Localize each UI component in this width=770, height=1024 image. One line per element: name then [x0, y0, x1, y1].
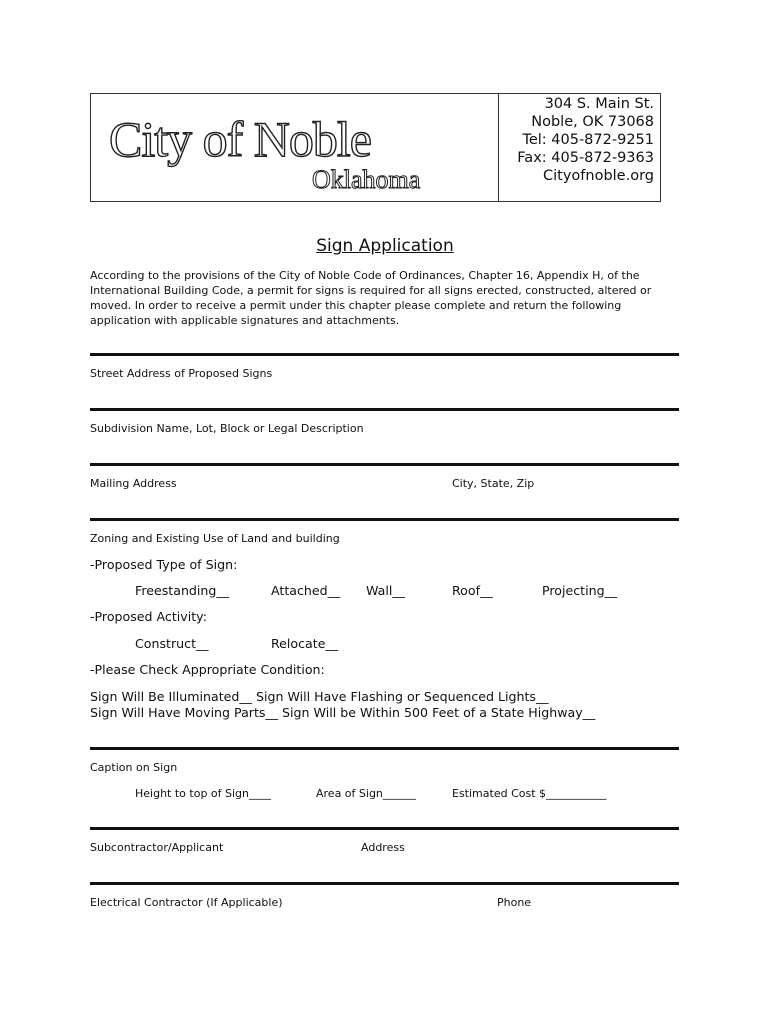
phone-label: Phone	[497, 896, 532, 909]
condition-heading: -Please Check Appropriate Condition:	[90, 662, 325, 677]
header-divider	[498, 94, 499, 201]
electrical-line[interactable]	[90, 882, 679, 885]
condition-line-2[interactable]: Sign Will Have Moving Parts__ Sign Will be Within 500 Feet of a State Highway__	[90, 705, 596, 720]
subcontractor-line[interactable]	[90, 827, 679, 830]
intro-paragraph: According to the provisions of the City of Noble Code of Ordinances, Chapter 16, Appendix H, of the International Building Code, a permit for signs is required for all signs erected, constructed, altered or moved. In order to receive a permit under this chapter please complete and return the following application with applicable signatures and attachments.	[90, 269, 652, 327]
activity-construct[interactable]: Construct__	[135, 636, 209, 651]
sign-type-heading: -Proposed Type of Sign:	[90, 557, 238, 572]
logo-text: City of Noble	[109, 111, 371, 167]
sign-type-attached[interactable]: Attached__	[271, 583, 341, 598]
mailing-address-line[interactable]	[90, 463, 679, 466]
zoning-label: Zoning and Existing Use of Land and building	[90, 532, 340, 545]
sign-type-roof[interactable]: Roof__	[452, 583, 493, 598]
subcontractor-label: Subcontractor/Applicant	[90, 841, 224, 854]
city-of-noble-logo	[107, 102, 447, 194]
electrical-contractor-label: Electrical Contractor (If Applicable)	[90, 896, 283, 909]
city-state-zip-label: City, State, Zip	[452, 477, 535, 490]
subdivision-line[interactable]	[90, 408, 679, 411]
subdivision-label: Subdivision Name, Lot, Block or Legal Description	[90, 422, 364, 435]
activity-relocate[interactable]: Relocate__	[271, 636, 339, 651]
height-to-top-field[interactable]: Height to top of Sign____	[135, 787, 272, 800]
contact-website: Cityofnoble.org	[542, 168, 654, 184]
logo-subtext: Oklahoma	[312, 165, 421, 194]
zoning-line[interactable]	[90, 518, 679, 521]
condition-line-1[interactable]: Sign Will Be Illuminated__ Sign Will Have Flashing or Sequenced Lights__	[90, 689, 549, 704]
mailing-address-label: Mailing Address	[90, 477, 177, 490]
sign-type-projecting[interactable]: Projecting__	[542, 583, 618, 598]
letterhead	[90, 93, 661, 202]
contact-city: Noble, OK 73068	[531, 114, 654, 130]
contact-fax: Fax: 405-872-9363	[517, 150, 654, 166]
sign-type-wall[interactable]: Wall__	[366, 583, 405, 598]
activity-heading: -Proposed Activity:	[90, 609, 207, 624]
caption-label: Caption on Sign	[90, 761, 178, 774]
caption-line[interactable]	[90, 747, 679, 750]
page-title: Sign Application	[316, 236, 454, 256]
street-address-label: Street Address of Proposed Signs	[90, 367, 273, 380]
area-of-sign-field[interactable]: Area of Sign______	[316, 787, 416, 800]
contact-tel: Tel: 405-872-9251	[522, 132, 654, 148]
estimated-cost-field[interactable]: Estimated Cost $___________	[452, 787, 607, 800]
street-address-line[interactable]	[90, 353, 679, 356]
sign-type-freestanding[interactable]: Freestanding__	[135, 583, 229, 598]
subcontractor-address-label: Address	[361, 841, 405, 854]
contact-street: 304 S. Main St.	[544, 96, 654, 112]
contact-block	[517, 95, 654, 185]
